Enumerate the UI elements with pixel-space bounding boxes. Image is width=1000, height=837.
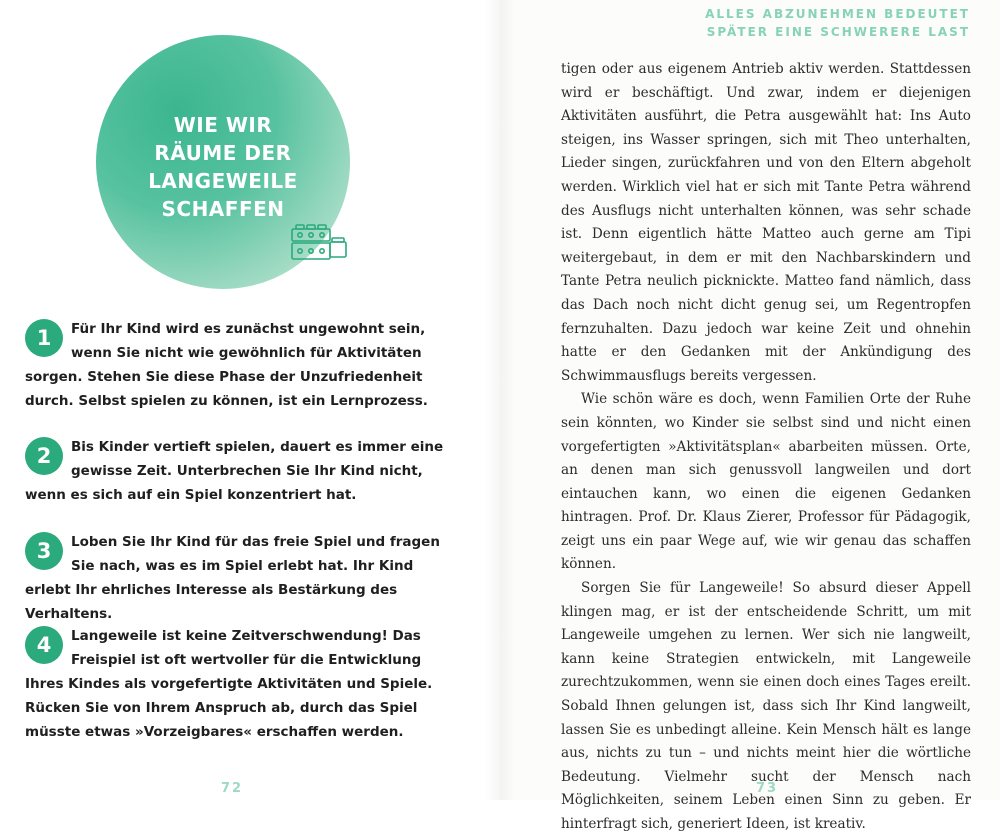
heading-line: LANGEWEILE <box>148 169 298 193</box>
heading-line: SCHAFFEN <box>161 197 285 221</box>
tip-item <box>25 530 445 626</box>
tip-item <box>25 435 445 507</box>
page-number: 72 <box>221 781 244 796</box>
page-title <box>96 111 350 223</box>
paragraph: Sorgen Sie für Langeweile! So absurd dieser Appell klingen mag, er ist der entscheidende Schritt, um mit Langeweile umgehen zu lernen. Wer sich nie langweilt, kann keine Strategien entwickeln, mit Langeweile zurechtzukommen, wenn sie einen doch eines Tages ereilt. Sobald Ihnen gelungen ist, dass sich Ihr Kind langweilt, lassen Sie es unbedingt alleine. Kein Mensch hält es lange aus, nichts zu tun – und nichts meint hier die wörtliche Bedeutung. Vielmehr sucht der Mensch nach Möglichkeiten, seinem Leben einen Sinn zu geben. Er hinterfragt sich, generiert Ideen, ist kreativ. <box>561 580 971 832</box>
paragraph: Wie schön wäre es doch, wenn Familien Orte der Ruhe sein könnten, wo Kinder sie selbst sind und nicht einen vorgefertigten »Aktivitätsplan« abarbeiten müssen. Orte, an denen man sich genussvoll langweilen und dort eintauchen kann, wo einen die eigenen Gedanken hintragen. Prof. Dr. Klaus Zierer, Professor für Pädagogik, zeigt uns ein paar Wege auf, wie wir genau das schaffen können. <box>561 391 971 573</box>
tip-text: Bis Kinder vertieft spielen, dauert es immer eine gewisse Zeit. Unterbrechen Sie Ihr Kind nicht, wenn es sich auf ein Spiel konzentriert hat. <box>25 439 444 503</box>
right-page <box>500 0 1000 832</box>
left-page <box>0 0 500 800</box>
tip-text: Loben Sie Ihr Kind für das freie Spiel und fragen Sie nach, was es im Spiel erlebt hat. Ihr Kind erlebt Ihr ehrliches Interesse als Bestärkung des Verhaltens. <box>25 534 440 622</box>
tip-text: Langeweile ist keine Zeitverschwendung! Das Freispiel ist oft wertvoller für die Entwicklung Ihres Kindes als vorgefertigte Aktivitäten und Spiele. Rücken Sie von Ihrem Anspruch ab, durch das Spiel müsste etwas »Vorzeigbares« erschaffen werden. <box>25 628 433 740</box>
toy-bricks-icon <box>289 223 349 263</box>
tip-number-badge: 2 <box>25 437 63 475</box>
tip-number-badge: 1 <box>25 319 63 357</box>
body-text <box>561 58 971 837</box>
tip-number-badge: 4 <box>25 626 63 664</box>
running-head <box>705 5 970 41</box>
tip-number-badge: 3 <box>25 532 63 570</box>
paragraph: tigen oder aus eigenem Antrieb aktiv werden. Stattdessen wird er beschäftigt. Und zwar, indem er diejenigen Aktivitäten ausführt, die Petra ausgewählt hat: Ins Auto steigen, ins Wasser springen, sich mit Theo unterhalten, Lieder singen, zurückfahren und von den Eltern abgeholt werden. Wirklich viel hat er sich mit Tante Petra während des Ausflugs nicht unterhalten können, was sehr schade ist. Denn eigentlich hätte Matteo auch gerne am Tipi weitergebaut, in dem er mit den Nachbarskindern und Tante Petra neulich picknickte. Matteo fand nämlich, dass das Dach noch nicht dicht genug sei, um Regentropfen fernzuhalten. Dazu jedoch war keine Zeit und ohnehin hatte er den Gedanken mit der Ankündigung des Schwimmausflugs bereits vergessen. <box>561 61 971 384</box>
tip-item <box>25 624 445 744</box>
heading-line: RÄUME DER <box>154 141 292 165</box>
heading-line: WIE WIR <box>173 113 273 137</box>
heading-circle <box>96 35 350 289</box>
tip-text: Für Ihr Kind wird es zunächst ungewohnt sein, wenn Sie nicht wie gewöhnlich für Aktivitäten sorgen. Stehen Sie diese Phase der Unzufriedenheit durch. Selbst spielen zu können, ist ein Lernprozess. <box>25 321 428 409</box>
running-head-line: SPÄTER EINE SCHWERERE LAST <box>706 25 970 39</box>
running-head-line: ALLES ABZUNEHMEN BEDEUTET <box>705 7 970 21</box>
page-number: 73 <box>756 781 779 796</box>
tip-item <box>25 317 445 413</box>
